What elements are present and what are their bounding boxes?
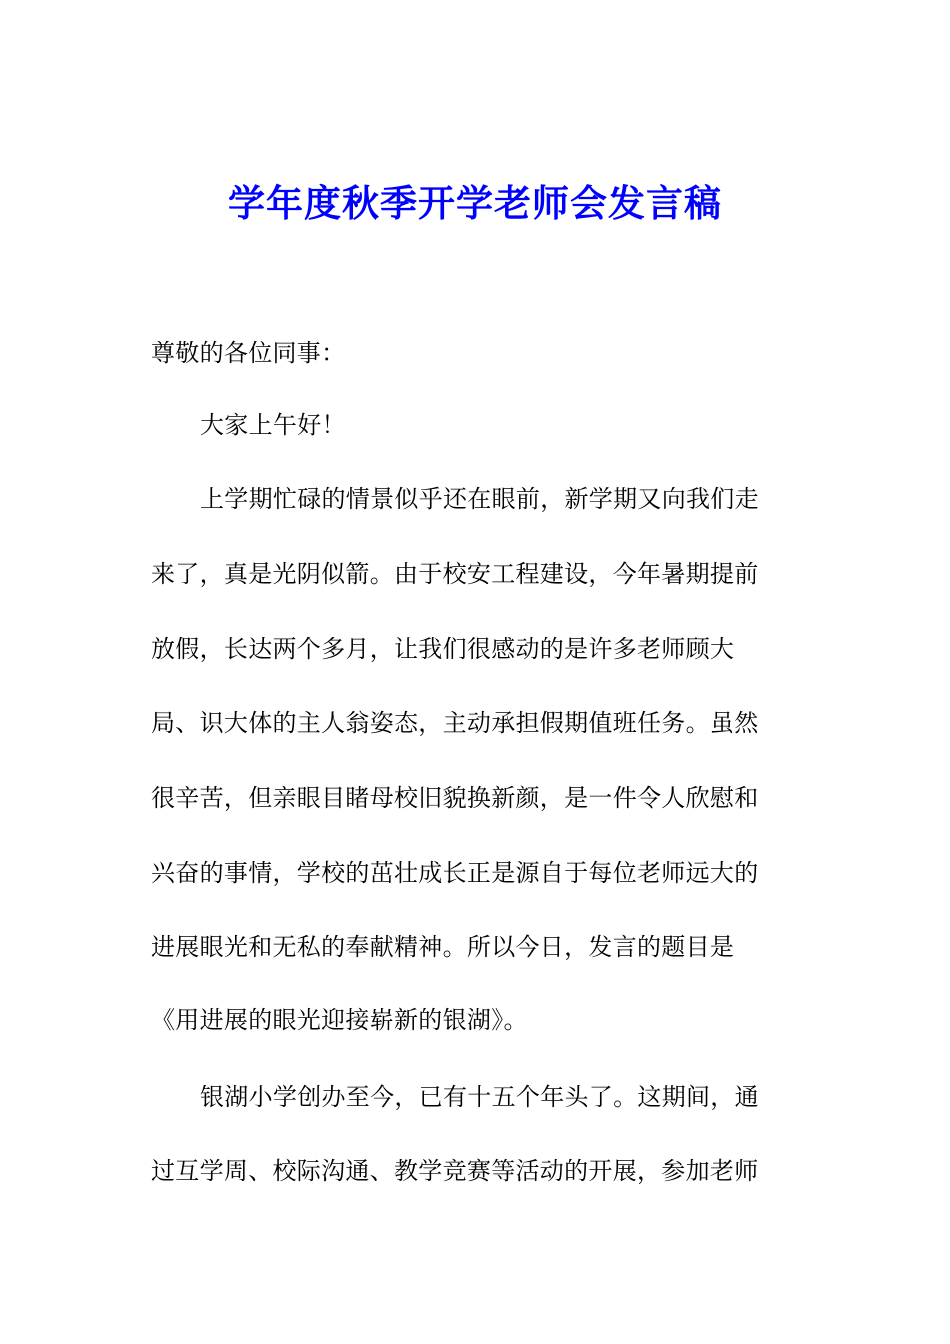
paragraph-line: 兴奋的事情，学校的茁壮成长正是源自于每位老师远大的 (151, 859, 759, 887)
paragraph-line: 银湖小学创办至今，已有十五个年头了。这期间，通 (200, 1083, 759, 1111)
document-title: 学年度秋季开学老师会发言稿 (228, 181, 722, 225)
paragraph-line: 《用进展的眼光迎接崭新的银湖》。 (151, 1006, 528, 1034)
paragraph-line: 放假，长达两个多月，让我们很感动的是许多老师顾大 (151, 635, 735, 663)
paragraph-line: 局、识大体的主人翁姿态，主动承担假期值班任务。虽然 (151, 709, 759, 737)
salutation-line: 尊敬的各位同事： (151, 339, 346, 367)
paragraph-line: 很辛苦，但亲眼目睹母校旧貌换新颜，是一件令人欣慰和 (151, 784, 759, 812)
paragraph-line: 来了，真是光阴似箭。由于校安工程建设，今年暑期提前 (151, 560, 759, 588)
paragraph-line: 过互学周、校际沟通、教学竞赛等活动的开展，参加老师 (151, 1157, 759, 1185)
paragraph-line: 进展眼光和无私的奉献精神。所以今日，发言的题目是 (151, 933, 735, 961)
greeting-line: 大家上午好！ (200, 411, 346, 439)
paragraph-line: 上学期忙碌的情景似乎还在眼前，新学期又向我们走 (200, 485, 759, 513)
